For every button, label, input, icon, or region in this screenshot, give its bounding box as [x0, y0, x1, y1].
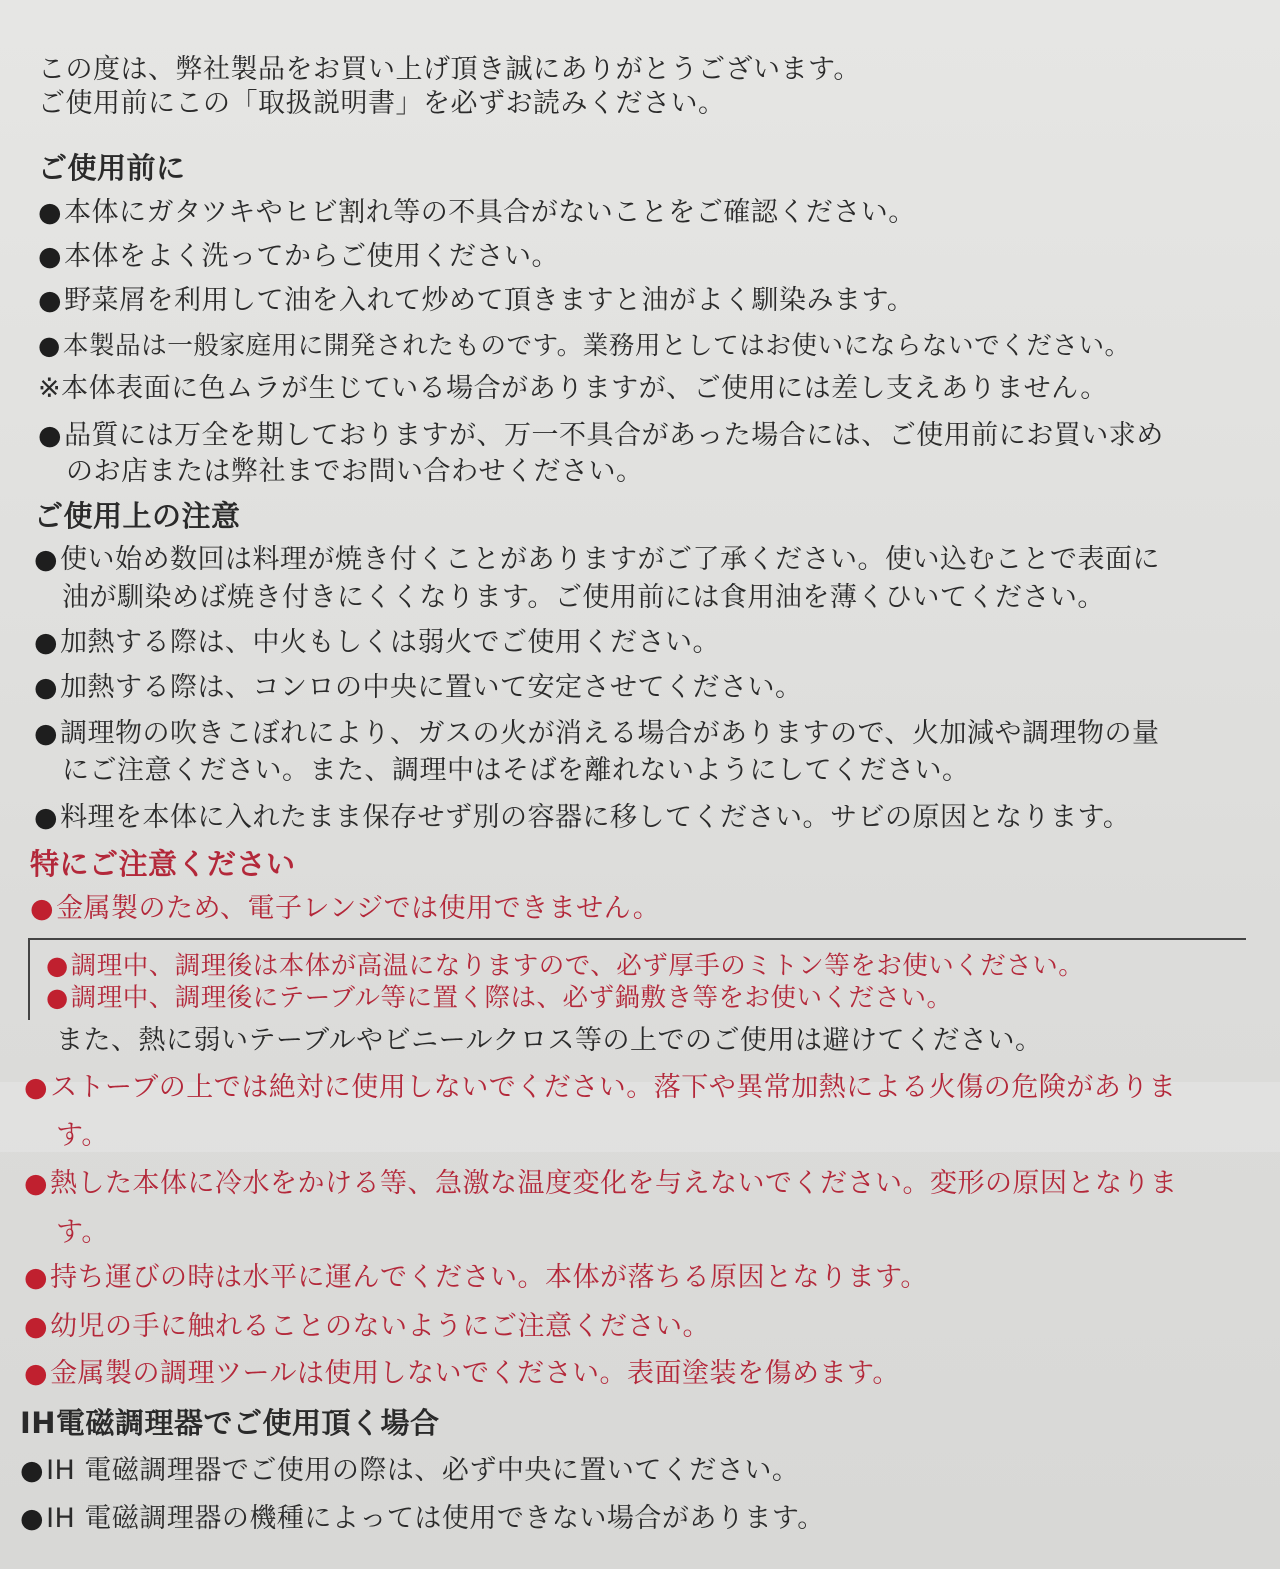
bullet-icon: ● [38, 241, 63, 272]
bullet-icon: ● [38, 420, 63, 451]
list-item: ●調理物の吹きこぼれにより、ガスの火が消える場合がありますので、火加減や調理物の量 [34, 718, 1160, 749]
section-title-special-caution: 特にご注意ください [30, 847, 296, 881]
bullet-icon: ● [46, 951, 69, 981]
warning-item: ●熱した本体に冷水をかける等、急激な温度変化を与えないでください。変形の原因となりま [24, 1168, 1178, 1199]
list-item: ●品質には万全を期しておりますが、万一不具合があった場合には、ご使用前にお買い求め [38, 420, 1164, 451]
list-item: ●使い始め数回は料理が焼き付くことがありますがご了承ください。使い込むことで表面に [34, 544, 1161, 575]
warning-item: ●金属製の調理ツールは使用しないでください。表面塗装を傷めます。 [24, 1358, 900, 1389]
bullet-icon: ● [46, 983, 69, 1013]
list-item: ●本体をよく洗ってからご使用ください。 [38, 241, 560, 272]
bullet-icon: ● [34, 544, 59, 575]
list-item: ●IH 電磁調理器の機種によっては使用できない場合があります。 [20, 1503, 825, 1534]
bullet-icon: ● [24, 1072, 49, 1103]
list-item: ●IH 電磁調理器でご使用の際は、必ず中央に置いてください。 [20, 1455, 800, 1486]
list-item: ●料理を本体に入れたまま保存せず別の容器に移してください。サビの原因となります。 [34, 802, 1131, 833]
warning-item: ●調理中、調理後は本体が高温になりますので、必ず厚手のミトン等をお使いください。 [46, 951, 1085, 981]
list-item: ●野菜屑を利用して油を入れて炒めて頂きますと油がよく馴染みます。 [38, 285, 915, 316]
bullet-icon: ● [38, 331, 61, 361]
list-item-continuation: のお店または弊社までお問い合わせください。 [66, 456, 644, 487]
warning-item: ●持ち運びの時は水平に運んでください。本体が落ちる原因となります。 [24, 1262, 928, 1293]
list-item-continuation: 油が馴染めば焼き付きにくくなります。ご使用前には食用油を薄くひいてください。 [62, 582, 1105, 613]
note-text: ※本体表面に色ムラが生じている場合がありますが、ご使用には差し支えありません。 [38, 373, 1108, 404]
bullet-icon: ● [24, 1262, 49, 1293]
list-item-continuation: また、熱に弱いテーブルやビニールクロス等の上でのご使用は避けてください。 [56, 1025, 1043, 1056]
list-item-continuation: す。 [56, 1217, 109, 1248]
bullet-icon: ● [34, 627, 59, 658]
list-item: ●加熱する際は、コンロの中央に置いて安定させてください。 [34, 672, 803, 703]
warning-item: ●調理中、調理後にテーブル等に置く際は、必ず鍋敷き等をお使いください。 [46, 983, 953, 1013]
bullet-icon: ● [38, 197, 63, 228]
list-item: ●本製品は一般家庭用に開発されたものです。業務用としてはお使いにならないでください。 [38, 331, 1131, 361]
intro-line-2: ご使用前にこの「取扱説明書」を必ずお読みください。 [38, 88, 726, 119]
section-title-before-use: ご使用前に [38, 151, 186, 185]
section-title-cautions: ご使用上の注意 [34, 499, 241, 533]
bullet-icon: ● [34, 802, 59, 833]
bullet-icon: ● [20, 1455, 45, 1486]
list-item-continuation: にご注意ください。また、調理中はそばを離れないようにしてください。 [62, 755, 970, 786]
list-item: ●本体にガタツキやヒビ割れ等の不具合がないことをご確認ください。 [38, 197, 916, 228]
bullet-icon: ● [24, 1168, 49, 1199]
bullet-icon: ● [20, 1503, 45, 1534]
warning-item: ●幼児の手に触れることのないようにご注意ください。 [24, 1311, 711, 1342]
warning-item: ●金属製のため、電子レンジでは使用できません。 [30, 893, 661, 924]
bullet-icon: ● [24, 1311, 49, 1342]
intro-line-1: この度は、弊社製品をお買い上げ頂き誠にありがとうございます。 [38, 54, 861, 85]
warning-item: ●ストーブの上では絶対に使用しないでください。落下や異常加熱による火傷の危険がありま [24, 1072, 1177, 1103]
bullet-icon: ● [38, 285, 63, 316]
bullet-icon: ● [24, 1358, 49, 1389]
list-item: ●加熱する際は、中火もしくは弱火でご使用ください。 [34, 627, 721, 658]
list-item-continuation: す。 [56, 1120, 109, 1151]
section-title-ih: IH電磁調理器でご使用頂く場合 [20, 1406, 440, 1440]
bullet-icon: ● [30, 893, 55, 924]
bullet-icon: ● [34, 672, 59, 703]
bullet-icon: ● [34, 718, 59, 749]
